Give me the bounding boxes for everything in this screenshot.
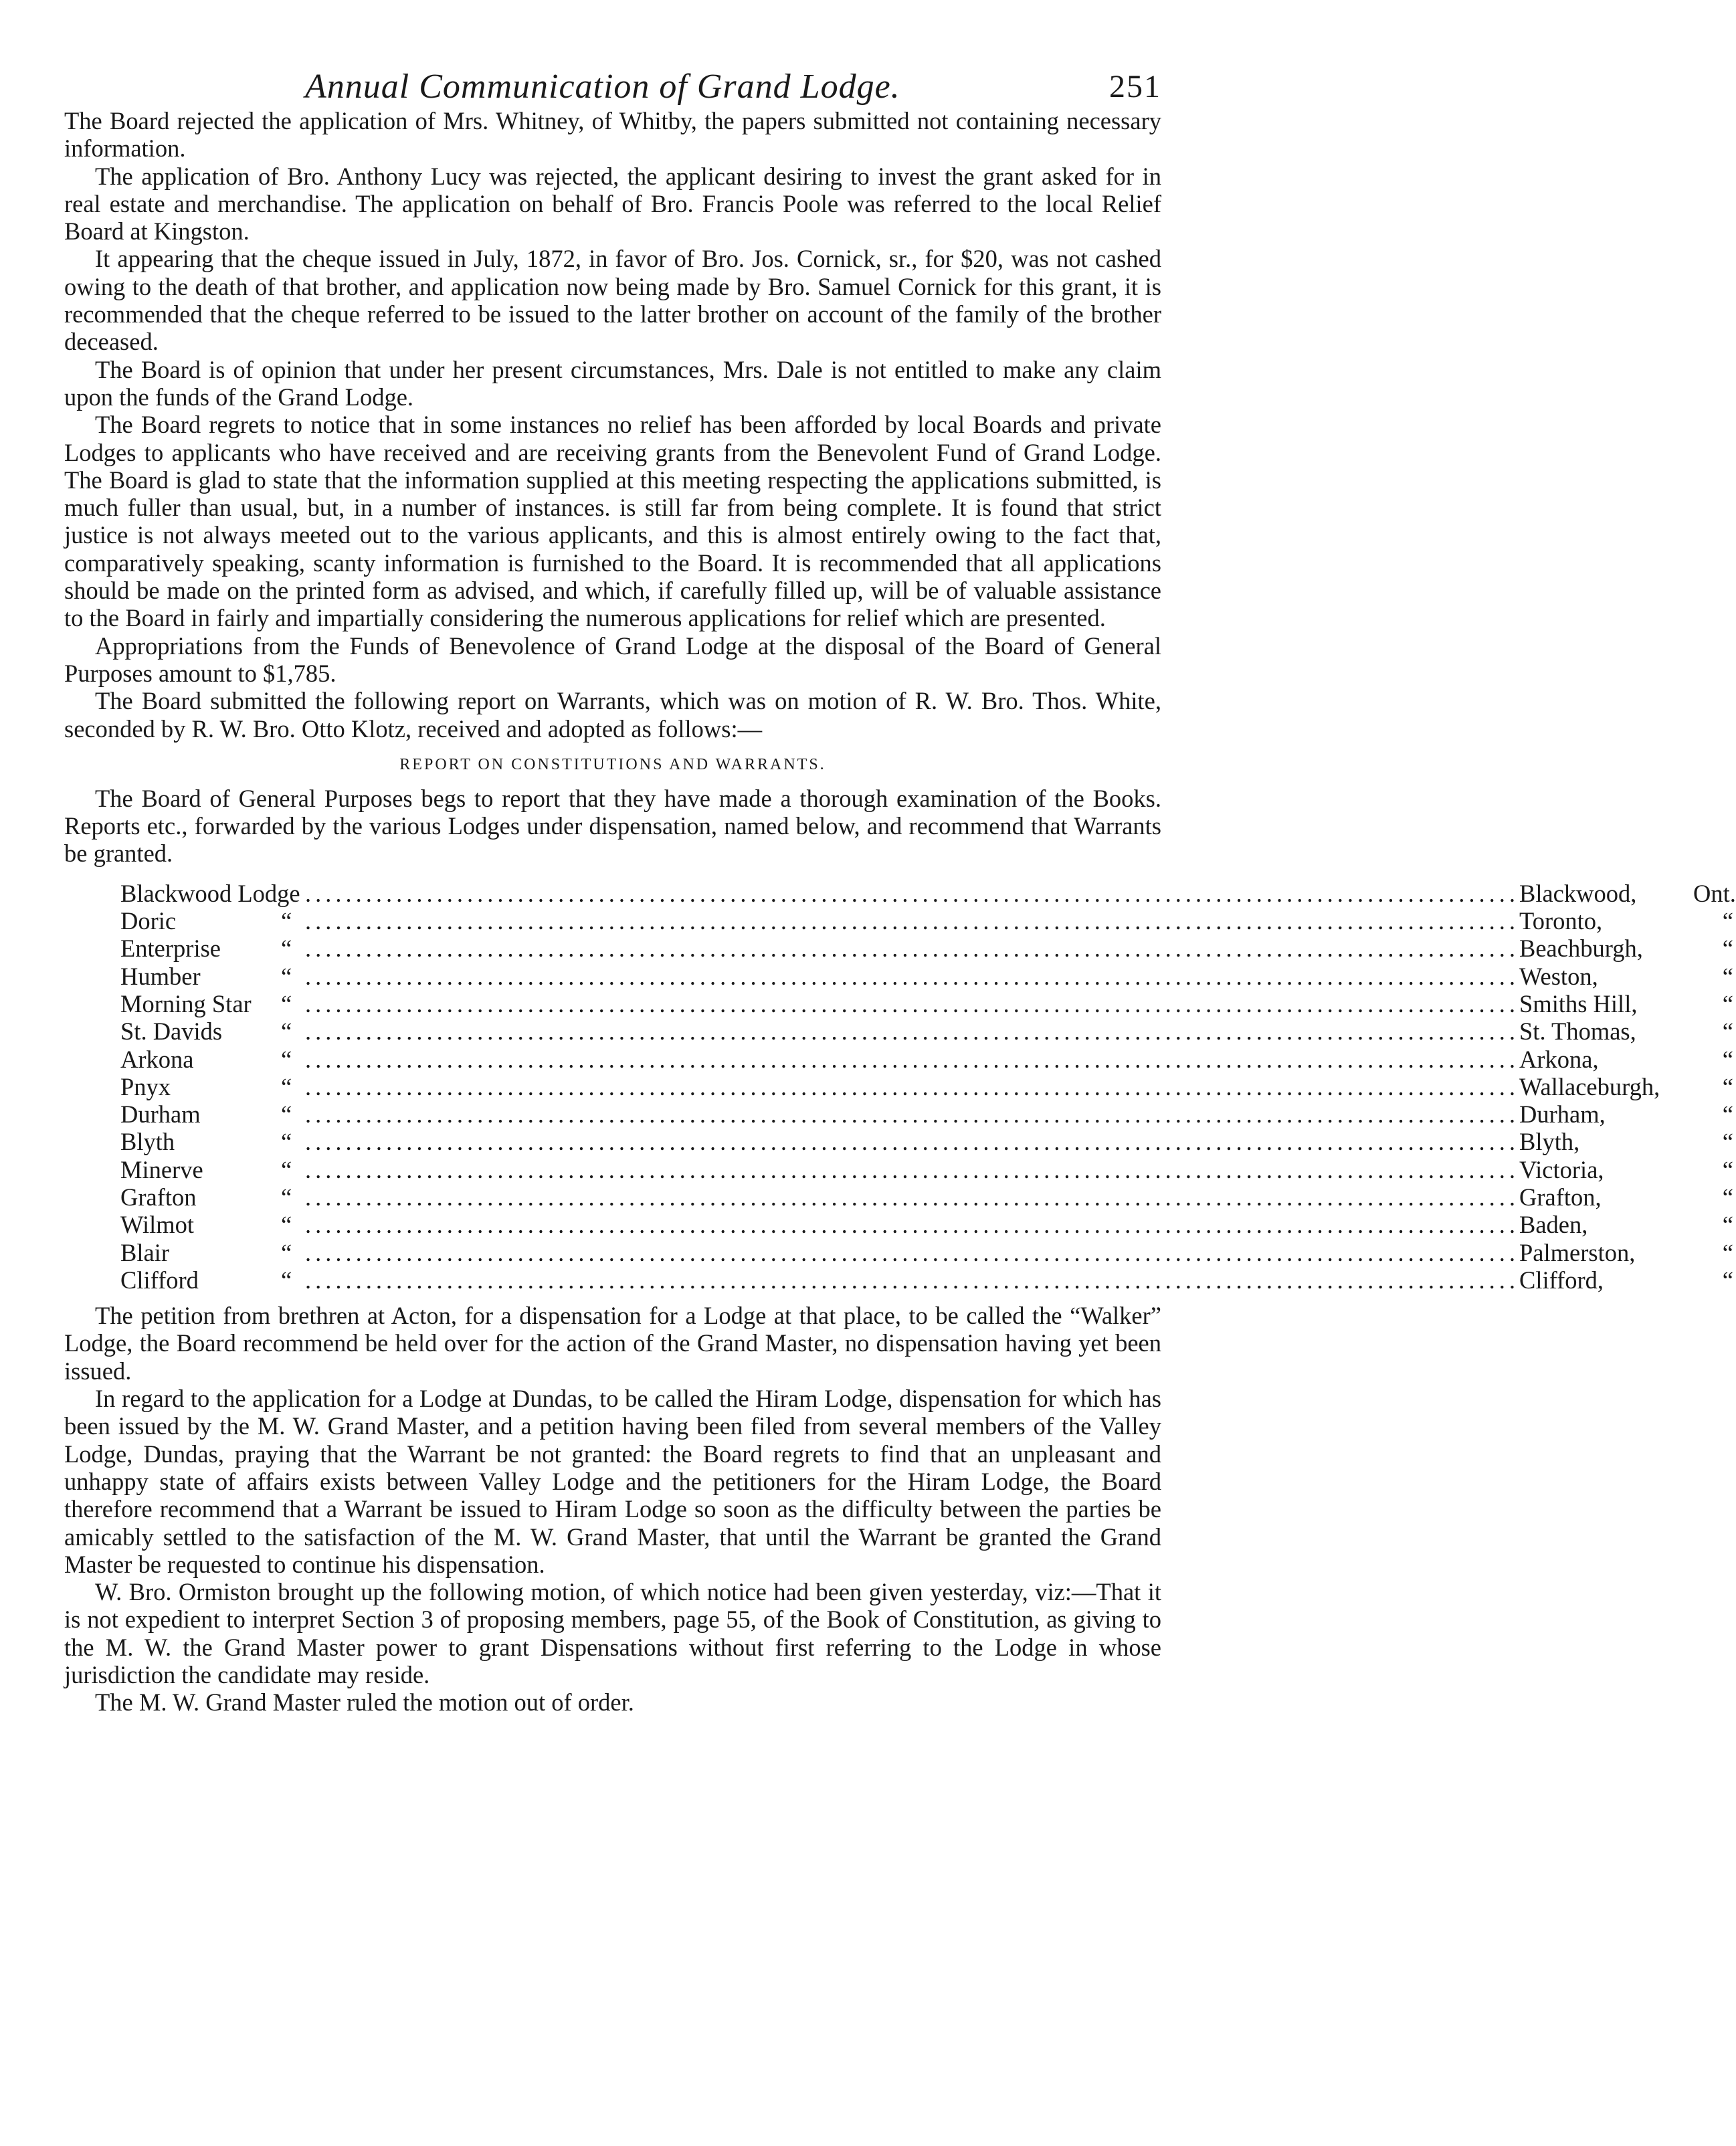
dot-leader: ........................................................................................................................ (305, 989, 1519, 1017)
lodge-town: Baden, (1519, 1211, 1588, 1239)
lodge-province: “ (1722, 989, 1733, 1017)
lodge-row (120, 1128, 1733, 1156)
lodge-name: Morning Star (120, 989, 252, 1017)
lodge-row (120, 879, 1736, 907)
lodge-province: “ (1722, 1128, 1733, 1156)
dot-leader: ........................................................................................................................ (305, 879, 1519, 907)
dot-leader: ........................................................................................................................ (305, 1100, 1519, 1129)
lodge-list (120, 879, 1736, 1294)
lodge-name: Pnyx (120, 1072, 171, 1100)
lodge-row (120, 935, 1733, 963)
lodge-province: “ (1722, 1183, 1733, 1211)
lodge-name: Clifford (120, 1266, 199, 1294)
lodge-row (120, 1100, 1733, 1129)
ditto-mark: “ (281, 1211, 292, 1239)
lodge-name: St. Davids (120, 1017, 223, 1046)
running-title: Annual Communication of Grand Lodge. (305, 68, 900, 106)
dot-leader: ........................................................................................................................ (305, 935, 1519, 963)
lodge-town: Victoria, (1519, 1155, 1604, 1183)
ditto-mark: “ (281, 1045, 292, 1073)
lodge-town: Blyth, (1519, 1128, 1580, 1156)
paragraph: The Board is of opinion that under her present circumstances, Mrs. Dale is not entitled to make any claim upon the funds of the Grand Lodge. (64, 355, 1161, 411)
paragraph: The petition from brethren at Acton, for a dispensation for a Lodge at that place, to be called the “Walker” Lodge, the Board recommend be held over for the action of the Grand Master, no dispensation having yet been issued. (64, 1302, 1161, 1385)
lodge-town: Beachburgh, (1519, 935, 1643, 963)
dot-leader: ........................................................................................................................ (305, 962, 1519, 990)
paragraph: Appropriations from the Funds of Benevolence of Grand Lodge at the disposal of the Board of General Purposes amount to $1,785. (64, 631, 1161, 687)
lodge-name: Blyth (120, 1128, 175, 1156)
lodge-row (120, 907, 1733, 935)
dot-leader: ........................................................................................................................ (305, 1238, 1519, 1266)
lodge-town: Clifford, (1519, 1266, 1604, 1294)
lodge-name: Blair (120, 1238, 169, 1266)
lodge-town: St. Thomas, (1519, 1017, 1636, 1046)
report-intro: The Board of General Purposes begs to report that they have made a thorough examination of the Books. Reports etc., forwarded by the various Lodges under dispensation, named below, and recommend that Warrants be granted. (64, 784, 1161, 868)
page-header (64, 40, 1161, 107)
document-page (64, 40, 1736, 1717)
lodge-row (120, 989, 1733, 1017)
report-heading: REPORT ON CONSTITUTIONS AND WARRANTS. (399, 755, 826, 773)
lodge-town: Toronto, (1519, 907, 1603, 935)
lodge-province: “ (1722, 1266, 1733, 1294)
ditto-mark: “ (281, 989, 292, 1017)
dot-leader: ........................................................................................................................ (305, 907, 1519, 935)
lodge-town: Smiths Hill, (1519, 989, 1638, 1017)
lodge-province: “ (1722, 1072, 1733, 1100)
lodge-name: Minerve (120, 1155, 203, 1183)
lodge-town: Grafton, (1519, 1183, 1602, 1211)
lodge-row (120, 1072, 1733, 1100)
lodge-name: Arkona (120, 1045, 194, 1073)
lodge-province: “ (1722, 1155, 1733, 1183)
paragraph: The Board rejected the application of Mrs. Whitney, of Whitby, the papers submitted not containing necessary information. (64, 107, 1161, 163)
ditto-mark: “ (281, 907, 292, 935)
lodge-town: Wallaceburgh, (1519, 1072, 1660, 1100)
lodge-name: Enterprise (120, 935, 221, 963)
paragraph: The application of Bro. Anthony Lucy was rejected, the applicant desiring to invest the grant asked for in real estate and merchandise. The application on behalf of Bro. Francis Poole was referred to the local Relief Board at Kingston. (64, 162, 1161, 246)
ditto-mark: “ (281, 935, 292, 963)
lodge-town: Durham, (1519, 1100, 1606, 1129)
ditto-mark: “ (281, 1100, 292, 1129)
paragraph: W. Bro. Ormiston brought up the following motion, of which notice had been given yesterday, viz:—That it is not expedient to interpret Section 3 of proposing members, page 55, of the Book of Constitution, as giving to the M. W. the Grand Master power to grant Dispensations without first referring to the Lodge in whose jurisdiction the candidate may reside. (64, 1578, 1161, 1689)
dot-leader: ........................................................................................................................ (305, 1017, 1519, 1046)
page-number: 251 (1109, 69, 1161, 104)
lodge-row (120, 1266, 1733, 1294)
dot-leader: ........................................................................................................................ (305, 1045, 1519, 1073)
lodge-row (120, 1017, 1733, 1046)
paragraph: In regard to the application for a Lodge at Dundas, to be called the Hiram Lodge, dispensation for which has been issued by the M. W. Grand Master, and a petition having been filed from several members of the Valley Lodge, Dundas, praying that the Warrant be not granted: the Board regrets to find that an unpleasant and unhappy state of affairs exists between Valley Lodge and the petitioners for the Hiram Lodge, the Board therefore recommend that a Warrant be issued to Hiram Lodge so soon as the difficulty between the parties be amicably settled to the satisfaction of the M. W. Grand Master, that until the Warrant be granted the Grand Master be requested to continue his dispensation. (64, 1385, 1161, 1578)
lodge-province: “ (1722, 1238, 1733, 1266)
ditto-mark: “ (281, 1266, 292, 1294)
lodge-province: “ (1722, 1211, 1733, 1239)
dot-leader: ........................................................................................................................ (305, 1128, 1519, 1156)
lodge-province: “ (1722, 935, 1733, 963)
ditto-mark: “ (281, 962, 292, 990)
paragraph: The Board submitted the following report on Warrants, which was on motion of R. W. Bro. Thos. White, seconded by R. W. Bro. Otto Klotz, received and adopted as follows:— (64, 687, 1161, 743)
lodge-province: “ (1722, 1045, 1733, 1073)
lodge-name: Grafton (120, 1183, 197, 1211)
body-section-before (64, 107, 1161, 743)
paragraph: It appearing that the cheque issued in July, 1872, in favor of Bro. Jos. Cornick, sr., for $20, was not cashed owing to the death of that brother, and application now being made by Bro. Samuel Cornick for this grant, it is recommended that the cheque referred to be issued to the latter brother on account of the family of the brother deceased. (64, 245, 1161, 356)
lodge-town: Weston, (1519, 962, 1598, 990)
body-section-after (64, 1302, 1161, 1716)
lodge-name: Durham (120, 1100, 201, 1129)
lodge-name: Blackwood Lodge (120, 879, 300, 907)
lodge-row (120, 1155, 1733, 1183)
lodge-province: Ont. (1693, 879, 1736, 907)
ditto-mark: “ (281, 1238, 292, 1266)
lodge-row (120, 1183, 1733, 1211)
lodge-town: Arkona, (1519, 1045, 1599, 1073)
dot-leader: ........................................................................................................................ (305, 1183, 1519, 1211)
dot-leader: ........................................................................................................................ (305, 1072, 1519, 1100)
lodge-province: “ (1722, 1017, 1733, 1046)
lodge-name: Doric (120, 907, 177, 935)
lodge-row (120, 1045, 1733, 1073)
lodge-province: “ (1722, 1100, 1733, 1129)
dot-leader: ........................................................................................................................ (305, 1266, 1519, 1294)
ditto-mark: “ (281, 1183, 292, 1211)
ditto-mark: “ (281, 1017, 292, 1046)
lodge-row (120, 962, 1733, 990)
dot-leader: ........................................................................................................................ (305, 1211, 1519, 1239)
ditto-mark: “ (281, 1128, 292, 1156)
lodge-province: “ (1722, 962, 1733, 990)
lodge-name: Wilmot (120, 1211, 195, 1239)
paragraph: The M. W. Grand Master ruled the motion out of order. (95, 1688, 634, 1717)
lodge-name: Humber (120, 962, 201, 990)
paragraph: The Board regrets to notice that in some instances no relief has been afforded by local Boards and private Lodges to applicants who have received and are receiving grants from the Benevolent Fund of Grand Lodge. The Board is glad to state that the information supplied at this meeting respecting the applications submitted, is much fuller than usual, but, in a number of instances. is still far from being complete. It is found that strict justice is not always meeted out to the various applicants, and this is almost entirely owing to the fact that, comparatively speaking, scanty information is furnished to the Board. It is recommended that all applications should be made on the printed form as advised, and which, if carefully filled up, will be of valuable assistance to the Board in fairly and impartially considering the numerous applications for relief which are presented. (64, 411, 1161, 632)
lodge-row (120, 1211, 1733, 1239)
dot-leader: ........................................................................................................................ (305, 1155, 1519, 1183)
ditto-mark: “ (281, 1155, 292, 1183)
lodge-row (120, 1238, 1733, 1266)
ditto-mark: “ (281, 1072, 292, 1100)
lodge-town: Palmerston, (1519, 1238, 1636, 1266)
lodge-province: “ (1722, 907, 1733, 935)
lodge-town: Blackwood, (1519, 879, 1637, 907)
